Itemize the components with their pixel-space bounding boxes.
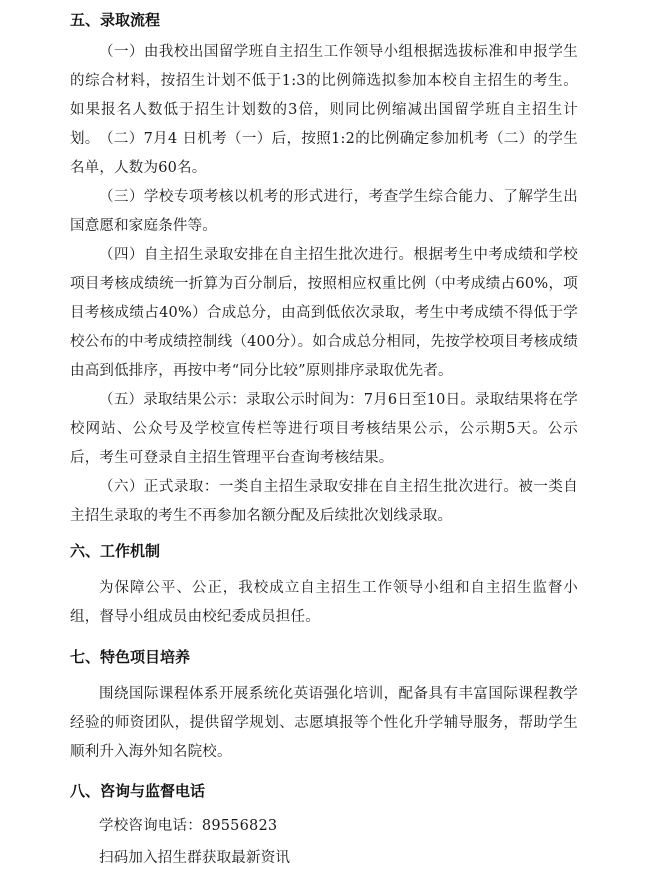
section-5-paragraph-2: （二）7月4 日机考（一）后，按照1:2的比例确定参加机考（二）的学生名单，人数为60名。: [70, 131, 578, 176]
section-7-title: 七、特色项目培养: [70, 648, 191, 666]
section-5-title: 五、录取流程: [70, 11, 161, 29]
section-6-title: 六、工作机制: [70, 542, 161, 560]
qr-code-join-line: 扫码加入招生群获取最新资讯: [99, 850, 291, 866]
section-5-paragraph-5: （五）录取结果公示：录取公示时间为：7月6日至10日。录取结果将在学校网站、公众号及学校宣传栏等进行项目考核结果公示，公示期5天。公示后，考生可登录自主招生管理平台查询考核结果。: [70, 392, 578, 466]
section-5-paragraph-3: （三）学校专项考核以机考的形式进行，考查学生综合能力、了解学生出国意愿和家庭条件等。: [70, 189, 578, 234]
section-5-paragraph-6: （六）正式录取：一类自主招生录取安排在自主招生批次进行。被一类自主招生录取的考生不再参加名额分配及后续批次划线录取。: [70, 479, 578, 524]
section-5-paragraph-1: （一）由我校出国留学班自主招生工作领导小组根据选拔标准和申报学生的综合材料，按招生计划不低于1:3的比例筛选拟参加本校自主招生的考生。如果报名人数低于招生计划数的3倍，则同比例缩减出国留学班自主招生计划。: [70, 44, 578, 147]
section-5-paragraph-4: （四）自主招生录取安排在自主招生批次进行。根据考生中考成绩和学校项目考核成绩统一折算为百分制后，按照相应权重比例（中考成绩占60%，项目考核成绩占40%）合成总分，由高到低依次录取，考生中考成绩不得低于学校公布的中考成绩控制线（400分）。如合成总分相同，先按学校项目考核成绩由高到低排序，再按中考“同分比较”原则排序录取优先者。: [70, 247, 578, 379]
section-6-paragraph-1: 为保障公平、公正，我校成立自主招生工作领导小组和自主招生监督小组，督导小组成员由校纪委成员担任。: [70, 580, 578, 625]
section-8-title: 八、咨询与监督电话: [70, 782, 206, 800]
consult-phone-line: 学校咨询电话：89556823: [99, 818, 278, 834]
section-7-paragraph-1: 围绕国际课程体系开展系统化英语强化培训，配备具有丰富国际课程教学经验的师资团队，提供留学规划、志愿填报等个性化升学辅导服务，帮助学生顺利升入海外知名院校。: [70, 686, 578, 760]
